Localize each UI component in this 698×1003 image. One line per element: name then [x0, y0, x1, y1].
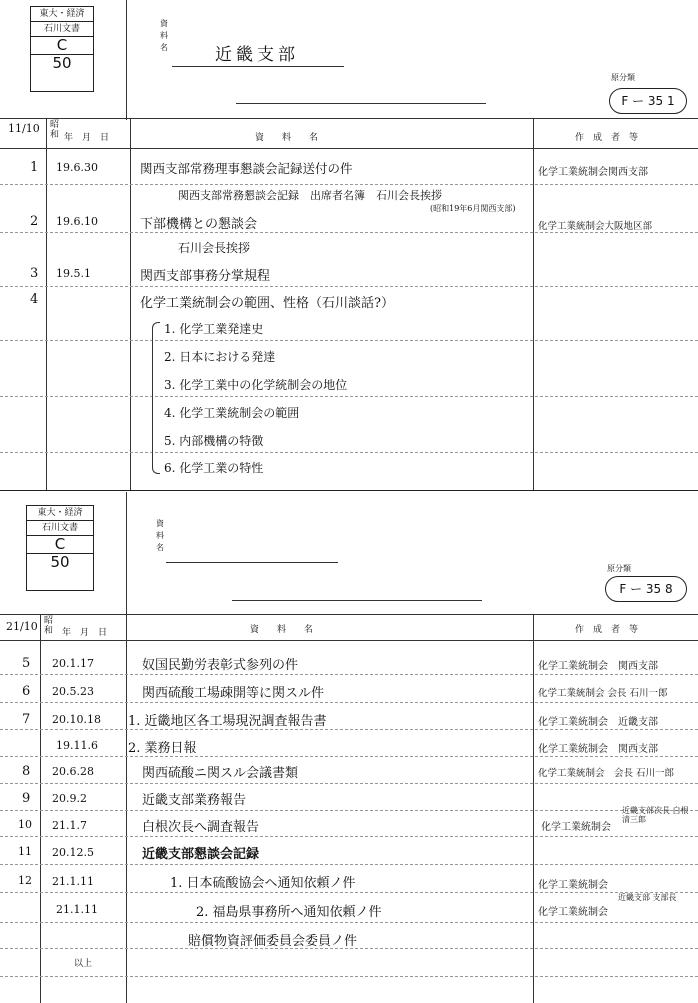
row-number: 9 [22, 791, 31, 806]
row-number: 7 [22, 712, 31, 727]
stamp-line-3: C [31, 37, 93, 55]
row-author: 化学工業統制会 関西支部 [538, 744, 658, 755]
row-title: 石川会長挨拶 [178, 241, 251, 255]
header-title: 資 料 名 [250, 625, 314, 635]
row-date: 19.5.1 [56, 267, 91, 280]
row-title: 以上 [74, 959, 93, 969]
row-author: 化学工業統制会 近畿支部 [538, 717, 658, 728]
row-title: 奴国民勤労表彰式参列の件 [142, 658, 299, 673]
classification-code: F ー 35 1 [609, 88, 687, 114]
meta-label: 資 料 名 [160, 19, 168, 52]
row-date: 20.5.23 [52, 685, 94, 698]
row-date: 21.1.11 [52, 875, 94, 888]
row-title: 近畿支部業務報告 [142, 793, 247, 808]
stamp-line-3: C [27, 536, 93, 554]
row-note: (昭和19年6月関西支部) [430, 204, 516, 213]
row-number: 6 [22, 684, 31, 699]
row-number: 10 [18, 818, 32, 831]
stamp-line-1: 東大・経済 [27, 506, 93, 521]
header-era: 昭和 [50, 120, 60, 140]
row-title: 1. 化学工業発達史 [164, 322, 264, 336]
row-number: 5 [22, 656, 31, 671]
stamp-line-2: 石川文書 [27, 521, 93, 536]
row-number: 4 [30, 292, 39, 307]
row-date: 20.10.18 [52, 713, 101, 726]
row-author: 化学工業統制会 関西支部 [538, 661, 658, 672]
row-author-note: 近畿支部 支部長 [618, 893, 677, 902]
branch-name: 近畿支部 [215, 45, 299, 65]
row-author: 化学工業統制会関西支部 [538, 167, 648, 178]
row-title: 3. 化学工業中の化学統制会の地位 [164, 378, 348, 392]
row-date: 20.9.2 [52, 792, 87, 805]
row-author: 化学工業統制会 [538, 907, 608, 918]
page-mark: 11/10 [8, 122, 40, 135]
header-author: 作 成 者 等 [575, 625, 639, 635]
header-era: 昭和 [44, 616, 54, 636]
row-date: 21.1.11 [56, 903, 98, 916]
row-author: 化学工業統制会 会長 石川一郎 [538, 688, 668, 699]
header-date: 年 月 日 [62, 628, 108, 638]
row-title: 1. 近畿地区各工場現況調査報告書 [128, 714, 327, 729]
row-author: 化学工業統制会大阪地区部 [538, 221, 653, 232]
row-date: 20.6.28 [52, 765, 94, 778]
row-title: 賠償物資評価委員会委員ノ件 [188, 934, 358, 949]
row-date: 19.11.6 [56, 739, 98, 752]
row-date: 20.1.17 [52, 657, 94, 670]
stamp-line-1: 東大・経済 [31, 7, 93, 22]
row-title: 化学工業統制会の範囲、性格（石川談話?） [140, 296, 394, 311]
row-date: 19.6.10 [56, 215, 98, 228]
archive-stamp [30, 6, 94, 92]
row-title: 2. 福島県事務所へ通知依頼ノ件 [196, 905, 382, 920]
row-title: 関西硫酸工場疎開等に関スル件 [142, 686, 325, 701]
stamp-line-4: 50 [50, 553, 70, 571]
row-number: 11 [18, 845, 32, 858]
row-number: 3 [30, 266, 39, 281]
row-number: 8 [22, 764, 31, 779]
row-title: 下部機構との懇談会 [140, 217, 258, 232]
row-title: 2. 日本における発達 [164, 350, 276, 364]
classification-label: 原分類 [607, 564, 631, 573]
header-title: 資 料 名 [255, 133, 319, 143]
row-date: 21.1.7 [52, 819, 87, 832]
row-number: 1 [30, 160, 39, 175]
row-title: 5. 内部機構の特徴 [164, 434, 264, 448]
row-author: 化学工業統制会 [541, 822, 611, 833]
header-date: 年 月 日 [64, 133, 110, 143]
row-title: 近畿支部懇談会記録 [142, 847, 260, 862]
row-number: 2 [30, 214, 39, 229]
classification-label: 原分類 [611, 73, 635, 82]
classification-code: F ー 35 8 [605, 576, 687, 602]
row-title: 関西支部常務理事懇談会記録送付の件 [140, 161, 353, 176]
row-date: 20.12.5 [52, 846, 94, 859]
row-number: 12 [18, 874, 32, 887]
row-title: 関西支部事務分掌規程 [140, 269, 271, 284]
row-title: 6. 化学工業の特性 [164, 461, 264, 475]
row-date: 19.6.30 [56, 161, 98, 174]
row-title: 4. 化学工業統制会の範囲 [164, 406, 300, 420]
row-author: 化学工業統制会 [538, 880, 608, 891]
row-title: 1. 日本硫酸協会ヘ通知依頼ノ件 [170, 876, 356, 891]
archive-stamp [26, 505, 94, 591]
stamp-line-4: 50 [52, 54, 72, 72]
row-title: 関西硫酸ニ関スル会議書類 [142, 766, 299, 781]
header-author: 作 成 者 等 [575, 133, 639, 143]
page-mark: 21/10 [6, 620, 38, 633]
row-author: 化学工業統制会 会長 石川一郎 [538, 768, 675, 779]
row-author-note: 近畿支部次長 白根清三郎 [622, 806, 689, 824]
meta-label: 資 料 名 [156, 519, 164, 552]
row-title: 2. 業務日報 [128, 741, 197, 756]
row-title: 関西支部常務懇談会記録 出席者名簿 石川会長挨拶 [178, 189, 442, 202]
stamp-line-2: 石川文書 [31, 22, 93, 37]
row-title: 白根次長へ調査報告 [142, 820, 260, 835]
